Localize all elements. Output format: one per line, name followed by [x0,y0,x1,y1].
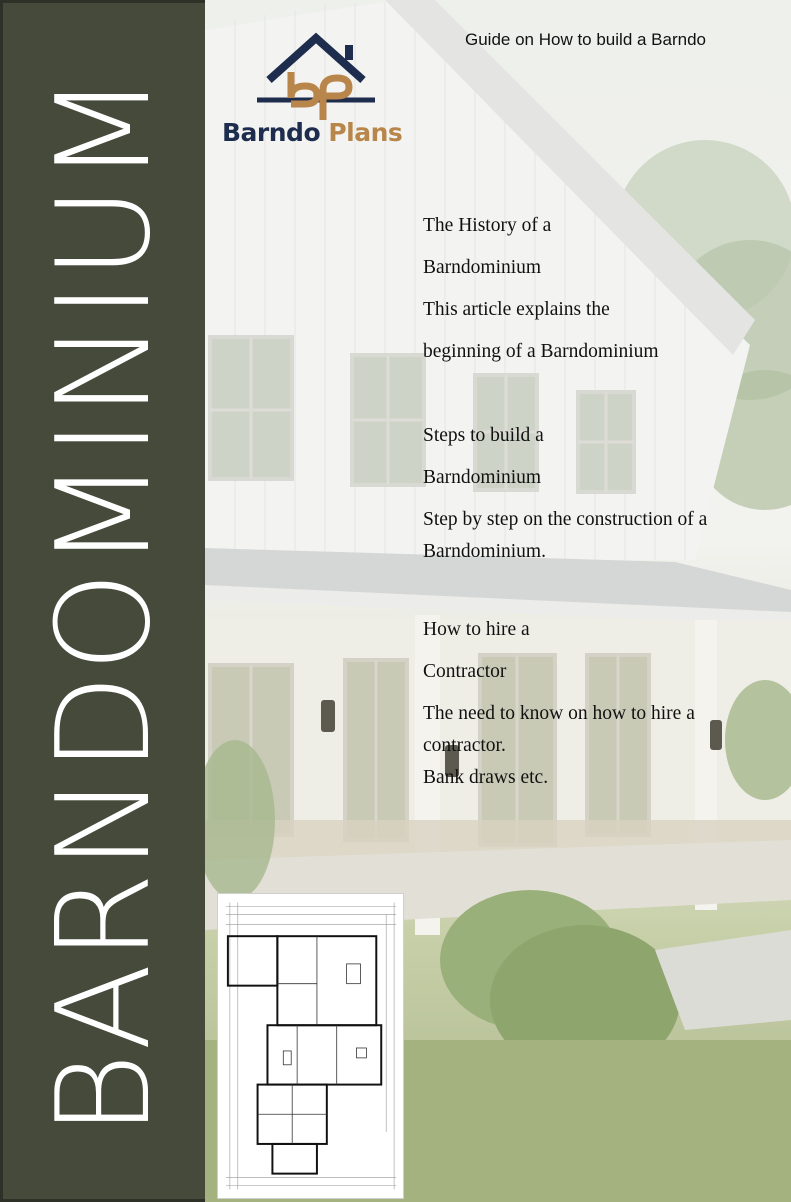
section-heading-line1: The History of a [423,215,552,236]
section-heading-line2: Contractor [423,661,507,682]
section-heading-line2: Barndominium [423,467,542,488]
guide-subtitle: Guide on How to build a Barndo [465,30,706,49]
logo-word-plans: Plans [328,118,403,147]
table-of-contents [423,210,788,804]
sidebar [0,0,205,1202]
section-body-line1: Step by step on the construction of a [423,509,708,530]
section-body-line3: Bank draws etc. [423,767,549,788]
section-history [423,210,788,378]
section-heading-line2: Barndominium [423,257,542,278]
logo-word-barndo: Barndo [222,118,321,147]
section-contractor [423,614,788,804]
section-body-line1: The need to know on how to hire a [423,703,695,724]
section-body-line1: This article explains the [423,299,610,320]
section-body-line2: contractor. [423,735,506,756]
section-heading-line1: Steps to build a [423,425,544,446]
section-heading-line1: How to hire a [423,619,530,640]
section-steps [423,420,788,568]
section-body-line2: beginning of a Barndominium [423,341,659,362]
logo-wordmark [222,118,402,147]
vertical-title: BARNDOMINIUM [30,71,179,1137]
floor-plan-image [217,893,404,1199]
section-body-line2: Barndominium. [423,541,546,562]
